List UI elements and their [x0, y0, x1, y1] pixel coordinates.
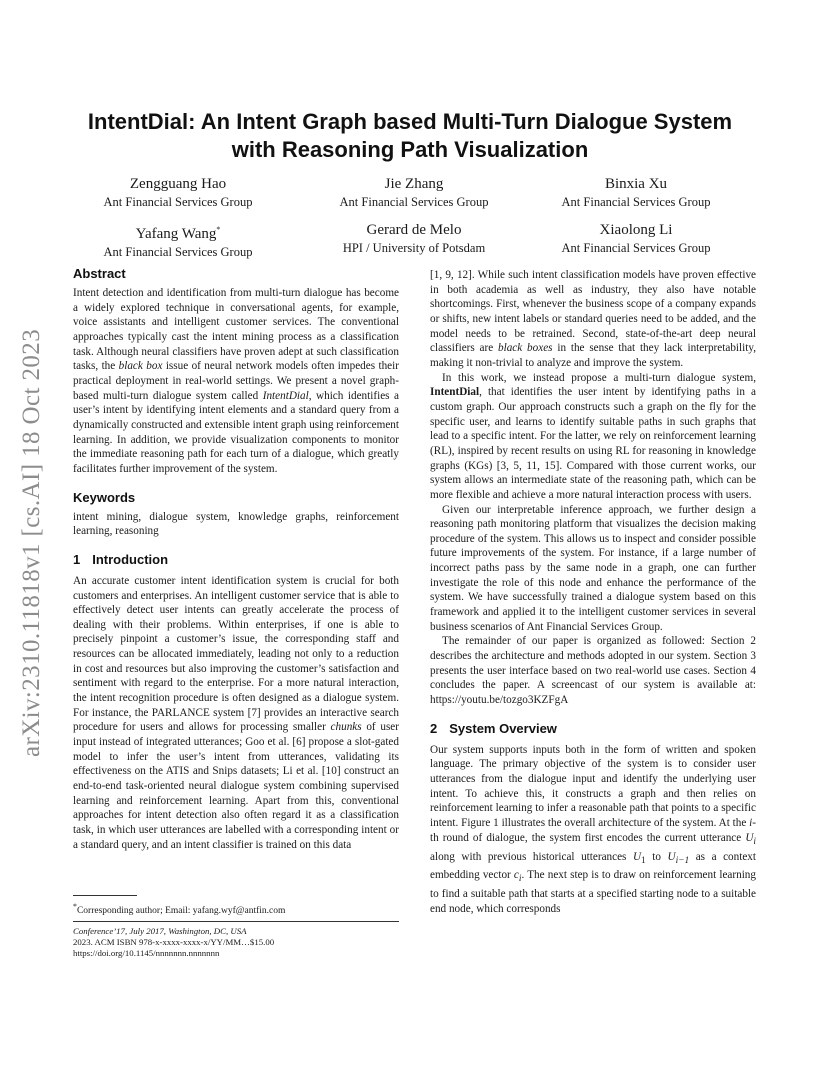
- author-name: [78, 221, 278, 243]
- section-heading-introduction: [73, 551, 399, 568]
- math-subscript: i: [518, 874, 522, 885]
- arxiv-identifier: arXiv:2310.11818v1 [cs.AI] 18 Oct 2023: [18, 328, 45, 757]
- paragraph-text: of user input instead of integrated utterances; Goo et al. [6] propose a slot-gated model to infer the user’s intent from utterances, validating its effectiveness on the ATIS and Snips datasets; Li et al. [10] construct an end-to-end task-oriented neural dialogue system combining supervised learning and reinforcement learning. Apart from this, conventional approaches for intent detection also often regard it as a classification task, in which user utterances are labelled with a corresponding intent or a standard query, and an intent classifier is trained on this data: [73, 721, 399, 851]
- body-paragraph: Given our interpretable inference approach, we further design a reasoning path monitoring platform that visualizes the decision making procedure of the system. This allows us to inspect and consider possible future improvements of the system. For instance, if a large number of incorrect paths pass by the same node in a graph, one can further investigate the role of this node and enhance the performance of the system. We have successfully trained a dialogue system based on this framework and applied it to the intelligent customer services in several business scenarios of Ant Financial Services Group.: [430, 503, 756, 633]
- author-affiliation: Ant Financial Services Group: [103, 195, 253, 209]
- abstract-text-part: Intent detection and identification from multi-turn dialogue has become a widely explored technique in conversational agents, for example, voice assistants and intelligent customer services. The conventional approaches typically cast the intent mining process as a classification task. Although neural classifiers have proven adept at such classification tasks, the: [73, 287, 399, 373]
- title-line-2: with Reasoning Path Visualization: [231, 137, 589, 162]
- conference-line: Conference’17, July 2017, Washington, DC, USA: [73, 926, 247, 936]
- abstract-emphasis: black box: [118, 360, 163, 373]
- abstract-text-part: , which identifies a user’s intent by identifying intent elements and a standard query from a dynamically constructed and extensible intent graph using reinforcement learning. In addition, we provide visualization components to monitor the immediate reasoning path for each turn of a dialogue, which greatly facilitates further improvement of the system.: [73, 389, 399, 475]
- footnote-text: Corresponding author; Email: yafang.wyf@antfin.com: [76, 906, 286, 917]
- section-title: System Overview: [449, 720, 557, 736]
- abstract-text: [73, 286, 399, 477]
- author-name: Jie Zhang: [384, 176, 444, 192]
- introduction-paragraph: [73, 574, 399, 852]
- author-name: Binxia Xu: [604, 176, 668, 192]
- paragraph-emphasis: chunks: [330, 721, 362, 734]
- math-variable: i: [749, 816, 753, 829]
- author-block: [536, 175, 736, 210]
- right-column: [430, 268, 756, 917]
- abstract-text-part: issue of neural network models often impedes their practical deployment in real-world settings. We present a novel graph-based multi-turn dialogue system called: [73, 360, 399, 402]
- author-affiliation: HPI / University of Potsdam: [342, 241, 486, 255]
- paragraph-text: as a context embedding vector: [430, 850, 757, 882]
- paper-title: [60, 108, 760, 164]
- section-heading-system-overview: [430, 720, 756, 737]
- author-block: [78, 221, 278, 260]
- paragraph-text: An accurate customer intent identification system is crucial for both customers and enterprises. An intelligent customer service that is able to effectively detect user intents can greatly accelerate the process of dealing with their problems. Within enterprises, if one is able to precisely pinpoint a customer’s issue, the corresponding staff and resources can be allocated immediately, leading not only to a reduction in cost and resources but also improving the customer’s satisfaction and sentiment with regard to the enterprise. For a more natural interaction, the intent recognition procedure is often designed as a dialogue system. For instance, the PARLANCE system [7] provides an interactive search procedure for users and allows for processing smaller: [73, 574, 399, 734]
- conference-info: [73, 926, 403, 960]
- math-variable: c: [513, 869, 519, 882]
- author-affiliation: Ant Financial Services Group: [339, 195, 489, 209]
- conference-divider: [73, 921, 399, 922]
- body-paragraph: The remainder of our paper is organized as followed: Section 2 describes the architecture and methods adopted in our system. Section 3 presents the user interface based on two real-world use cases. Section 4 concludes the paper. A screencast of our system is available at: https://youtu.be/tozgo3KZFgA: [430, 635, 756, 707]
- math-variable: U: [745, 831, 754, 844]
- section-number: 1: [73, 551, 81, 567]
- paragraph-text: along with previous historical utterances: [430, 850, 633, 863]
- left-column: [73, 265, 399, 852]
- author-block: [78, 175, 278, 210]
- isbn-line: 2023. ACM ISBN 978-x-xxxx-xxxx-x/YY/MM…$15.00: [73, 937, 275, 948]
- paragraph-text: [1, 9, 12]. While such intent classification models have proven effective in both academia as well as industry, they also have notable shortcomings. First, whenever the business scope of a company expands or shifts, new intent labels or standard queries need to be added, and the model needs to be retrained. Second, state-of-the-art deep neural classifiers are: [430, 269, 756, 355]
- keywords-text: intent mining, dialogue system, knowledge graphs, reinforcement learning, reasoning: [73, 510, 399, 538]
- paragraph-text: Our system supports inputs both in the form of written and spoken language. The primary objective of the system is to consider user utterances from the dialogue input and identify the underlying user intent. To achieve this, it constructs a graph and then relies on reinforcement learning to infer a reasonable path that points to a specific intent. Figure 1 illustrates the overall architecture of the system. At the: [430, 743, 756, 829]
- abstract-heading: Abstract: [73, 266, 126, 281]
- paragraph-text: to: [645, 850, 668, 863]
- abstract-system-name: IntentDial: [262, 389, 309, 402]
- doi-link[interactable]: https://doi.org/10.1145/nnnnnnn.nnnnnnn: [73, 948, 220, 959]
- body-paragraph: [430, 371, 756, 503]
- author-affiliation: Ant Financial Services Group: [561, 195, 711, 209]
- author-name: Xiaolong Li: [599, 222, 673, 238]
- author-name-text: Yafang Wang: [135, 226, 217, 242]
- section-title: Introduction: [92, 551, 169, 567]
- paragraph-text: In this work, we instead propose a multi-turn dialogue system,: [442, 371, 756, 384]
- author-block: [314, 175, 514, 210]
- footnote-mark: *: [73, 902, 77, 911]
- paragraph-text: -th round of dialogue, the system first encodes the current utterance: [430, 816, 756, 844]
- author-block: [536, 221, 736, 256]
- title-line-1: IntentDial: An Intent Graph based Multi-Turn Dialogue System: [87, 109, 733, 134]
- corresponding-author-mark: *: [216, 225, 221, 234]
- author-block: [314, 221, 514, 256]
- footnote-divider: [73, 895, 137, 896]
- system-overview-paragraph: [430, 743, 756, 917]
- math-variable: U: [667, 850, 676, 863]
- author-name: Gerard de Melo: [366, 222, 462, 238]
- paragraph-text: in the sense that they lack interpretability, making it non-trivial to analyze and improve the system.: [430, 342, 757, 369]
- paragraph-emphasis: black boxes: [498, 342, 553, 355]
- author-affiliation: Ant Financial Services Group: [103, 245, 253, 259]
- math-variable: U: [632, 850, 642, 863]
- paragraph-text: , that identifies the user intent by identifying paths in a custom graph. Our approach constructs such a graph on the fly for the specific user, and learns to identify suitable paths in such graphs that lead to a specific intent. For the latter, we rely on reinforcement learning (RL), inspired by recent results on using RL for reasoning in knowledge graphs (KGs) [3, 5, 11, 15]. Compared with those current works, our system allows an intermediate state of the reasoning path, which can be more flexible and achieve a more natural interaction process with users.: [430, 386, 756, 501]
- author-affiliation: Ant Financial Services Group: [561, 241, 711, 255]
- author-name: Zengguang Hao: [129, 176, 227, 192]
- section-number: 2: [430, 720, 438, 736]
- paragraph-text: . The next step is to draw on reinforcement learning to find a suitable path that starts at a specified starting node to a suitable end node, which corresponds: [430, 869, 756, 915]
- system-name-bold: IntentDial: [430, 386, 480, 399]
- math-subscript: i−1: [675, 855, 690, 866]
- body-paragraph: [430, 268, 756, 371]
- math-subscript: 1: [641, 855, 646, 866]
- keywords-heading: Keywords: [73, 489, 136, 505]
- math-subscript: i: [753, 836, 756, 847]
- footnote: [73, 901, 403, 917]
